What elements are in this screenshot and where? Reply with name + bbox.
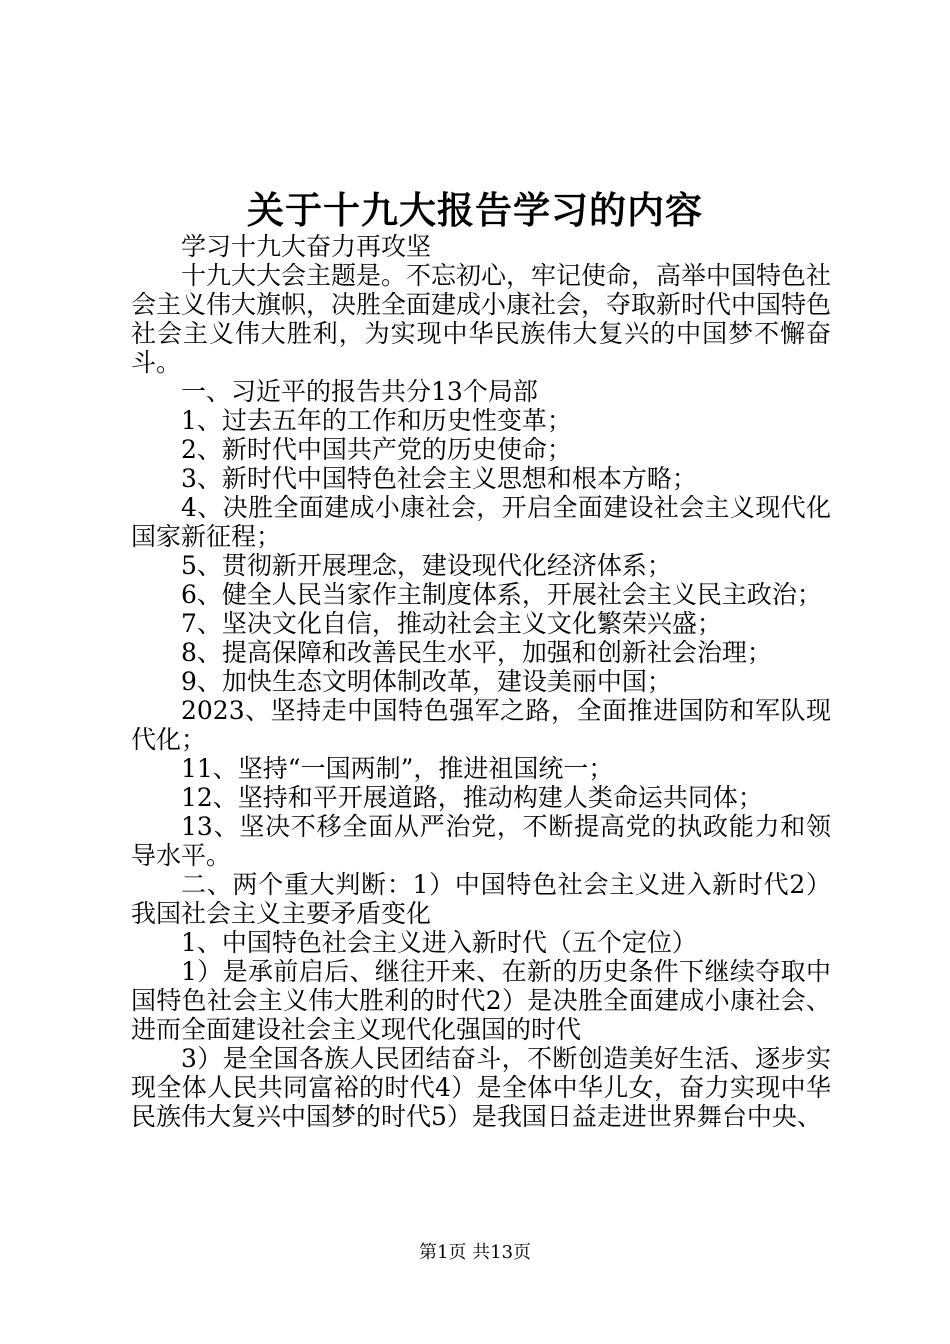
- document-body: [131, 232, 831, 1131]
- paragraph: 二、两个重大判断：1）中国特色社会主义进入新时代2）我国社会主义主要矛盾变化: [131, 870, 831, 928]
- paragraph: 2023、坚持走中国特色强军之路，全面推进国防和军队现代化；: [131, 696, 831, 754]
- paragraph: 3）是全国各族人民团结奋斗，不断创造美好生活、逐步实现全体人民共同富裕的时代4）是全体中华儿女，奋力实现中华民族伟大复兴中国梦的时代5）是我国日益走进世界舞台中央、: [131, 1044, 831, 1131]
- paragraph: 7、坚决文化自信，推动社会主义文化繁荣兴盛；: [181, 609, 722, 638]
- paragraph: 13、坚决不移全面从严治党，不断提高党的执政能力和领导水平。: [131, 812, 831, 870]
- paragraph: 1、过去五年的工作和历史性变革；: [181, 406, 572, 435]
- paragraph: 一、习近平的报告共分13个局部: [181, 377, 538, 406]
- paragraph: 1、中国特色社会主义进入新时代（五个定位）: [181, 928, 697, 957]
- paragraph: 5、贯彻新开展理念，建设现代化经济体系；: [181, 551, 672, 580]
- page-number-footer: 第1页 共13页: [418, 1242, 532, 1263]
- paragraph: 6、健全人民当家作主制度体系，开展社会主义民主政治；: [181, 580, 822, 609]
- paragraph: 12、坚持和平开展道路，推动构建人类命运共同体；: [181, 783, 763, 812]
- paragraph: 十九大大会主题是。不忘初心，牢记使命，高举中国特色社会主义伟大旗帜，决胜全面建成小康社会，夺取新时代中国特色社会主义伟大胜利，为实现中华民族伟大复兴的中国梦不懈奋斗。: [131, 261, 832, 377]
- paragraph: 9、加快生态文明体制改革，建设美丽中国；: [181, 667, 672, 696]
- paragraph: 11、坚持“一国两制”，推进祖国统一；: [181, 754, 614, 783]
- paragraph: 4、决胜全面建成小康社会，开启全面建设社会主义现代化国家新征程；: [131, 493, 831, 551]
- document-title: 关于十九大报告学习的内容: [247, 188, 703, 232]
- paragraph: 学习十九大奋力再攻坚: [181, 232, 432, 261]
- paragraph: 1）是承前启后、继往开来、在新的历史条件下继续夺取中国特色社会主义伟大胜利的时代2）是决胜全面建成小康社会、进而全面建设社会主义现代化强国的时代: [131, 957, 831, 1044]
- paragraph: 3、新时代中国特色社会主义思想和根本方略；: [181, 464, 697, 493]
- paragraph: 2、新时代中国共产党的历史使命；: [181, 435, 572, 464]
- paragraph: 8、提高保障和改善民生水平，加强和创新社会治理；: [181, 638, 772, 667]
